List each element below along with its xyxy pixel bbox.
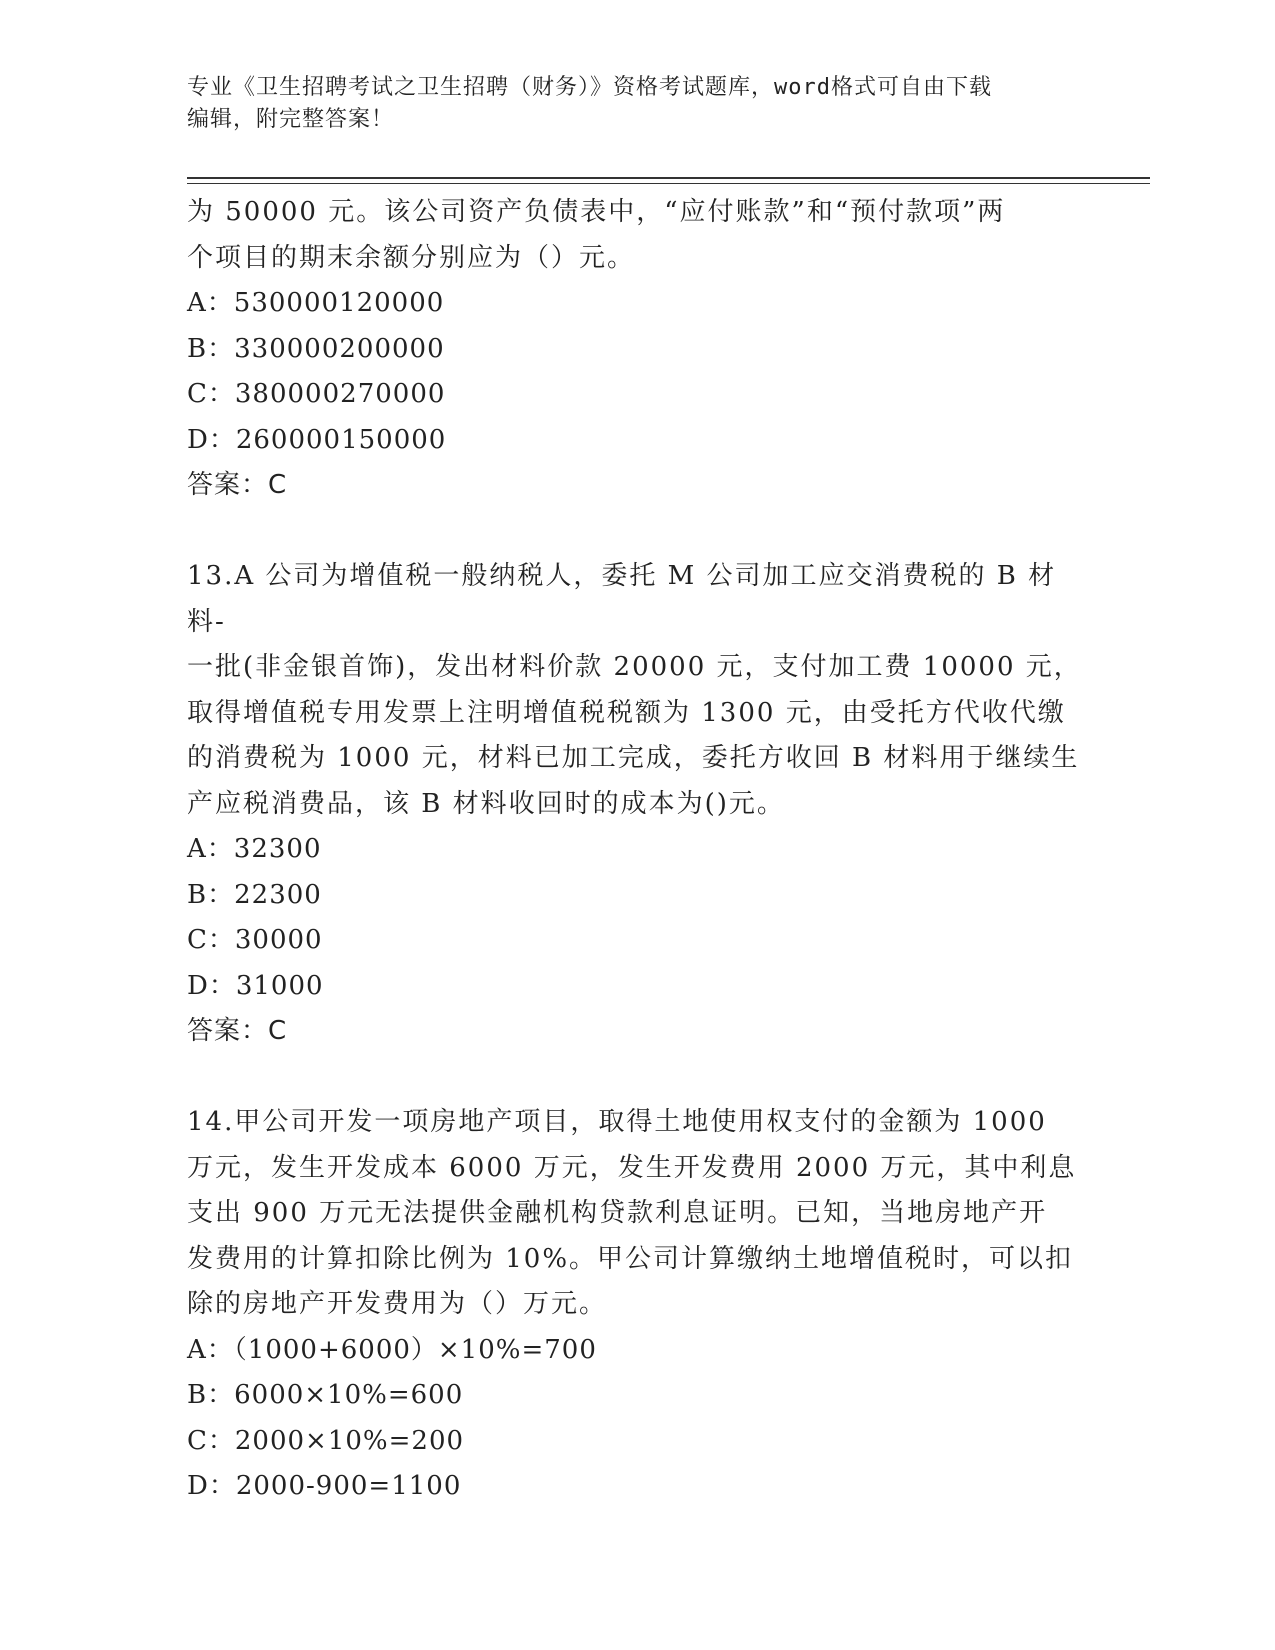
- question-12-answer: 答案：C: [187, 470, 288, 500]
- question-13-stem-line: 13.A 公司为增值税一般纳税人，委托 M 公司加工应交消费税的 B 材料-: [187, 561, 1057, 637]
- question-14-stem-line: 支出 900 万元无法提供金融机构贷款利息证明。已知，当地房地产开: [187, 1198, 1048, 1228]
- question-14-stem-line: 发费用的计算扣除比例为 10%。甲公司计算缴纳土地增值税时，可以扣: [187, 1243, 1074, 1274]
- question-13-answer: 答案：C: [187, 1016, 288, 1046]
- question-12-option-d: D：260000150000: [187, 424, 447, 455]
- question-13-option-a: A：32300: [187, 834, 322, 864]
- question-13-stem-line: 取得增值税专用发票上注明增值税税额为 1300 元，由受托方代收代缴: [187, 697, 1066, 728]
- question-14: [187, 1100, 1087, 1510]
- question-12-option-b: B：330000200000: [187, 333, 445, 364]
- question-12: [187, 190, 1087, 509]
- spacer: [187, 1055, 1087, 1101]
- question-14-option-a: A：（1000+6000）×10%=700: [187, 1334, 597, 1365]
- question-13-stem-line: 一批(非金银首饰)，发出材料价款 20000 元，支付加工费 10000 元，: [187, 652, 1082, 682]
- question-14-option-b: B：6000×10%=600: [187, 1380, 464, 1410]
- header-line-2: 编辑，附完整答案！: [187, 107, 395, 132]
- header-rule-thin: [187, 183, 1150, 184]
- question-13-option-d: D：31000: [187, 970, 324, 1001]
- question-12-stem-line: 为 50000 元。该公司资产负债表中，“应付账款”和“预付款项”两: [187, 197, 1006, 227]
- question-14-stem-line: 万元，发生开发成本 6000 万元，发生开发费用 2000 万元，其中利息: [187, 1152, 1077, 1183]
- question-13-option-c: C：30000: [187, 925, 323, 955]
- header-rule-thick: [187, 177, 1150, 179]
- question-14-stem-line: 14.甲公司开发一项房地产项目，取得土地使用权支付的金额为 1000: [187, 1107, 1047, 1137]
- document-body: [187, 190, 1087, 1510]
- question-13: [187, 554, 1087, 1055]
- question-12-option-a: A：530000120000: [187, 288, 445, 318]
- question-13-stem-line: 产应税消费品，该 B 材料收回时的成本为()元。: [187, 788, 785, 819]
- question-12-option-c: C：380000270000: [187, 379, 446, 409]
- question-14-stem-line: 除的房地产开发费用为（）万元。: [187, 1289, 608, 1319]
- question-14-option-c: C：2000×10%=200: [187, 1425, 465, 1456]
- question-14-option-d: D：2000-900=1100: [187, 1471, 462, 1501]
- document-header: [187, 72, 1087, 136]
- question-12-stem-line: 个项目的期末余额分别应为（）元。: [187, 242, 636, 273]
- question-13-stem-line: 的消费税为 1000 元，材料已加工完成，委托方收回 B 材料用于继续生: [187, 743, 1080, 773]
- spacer: [187, 509, 1087, 555]
- header-line-1: 专业《卫生招聘考试之卫生招聘（财务）》资格考试题库，word格式可自由下载: [187, 75, 992, 100]
- question-13-option-b: B：22300: [187, 879, 322, 910]
